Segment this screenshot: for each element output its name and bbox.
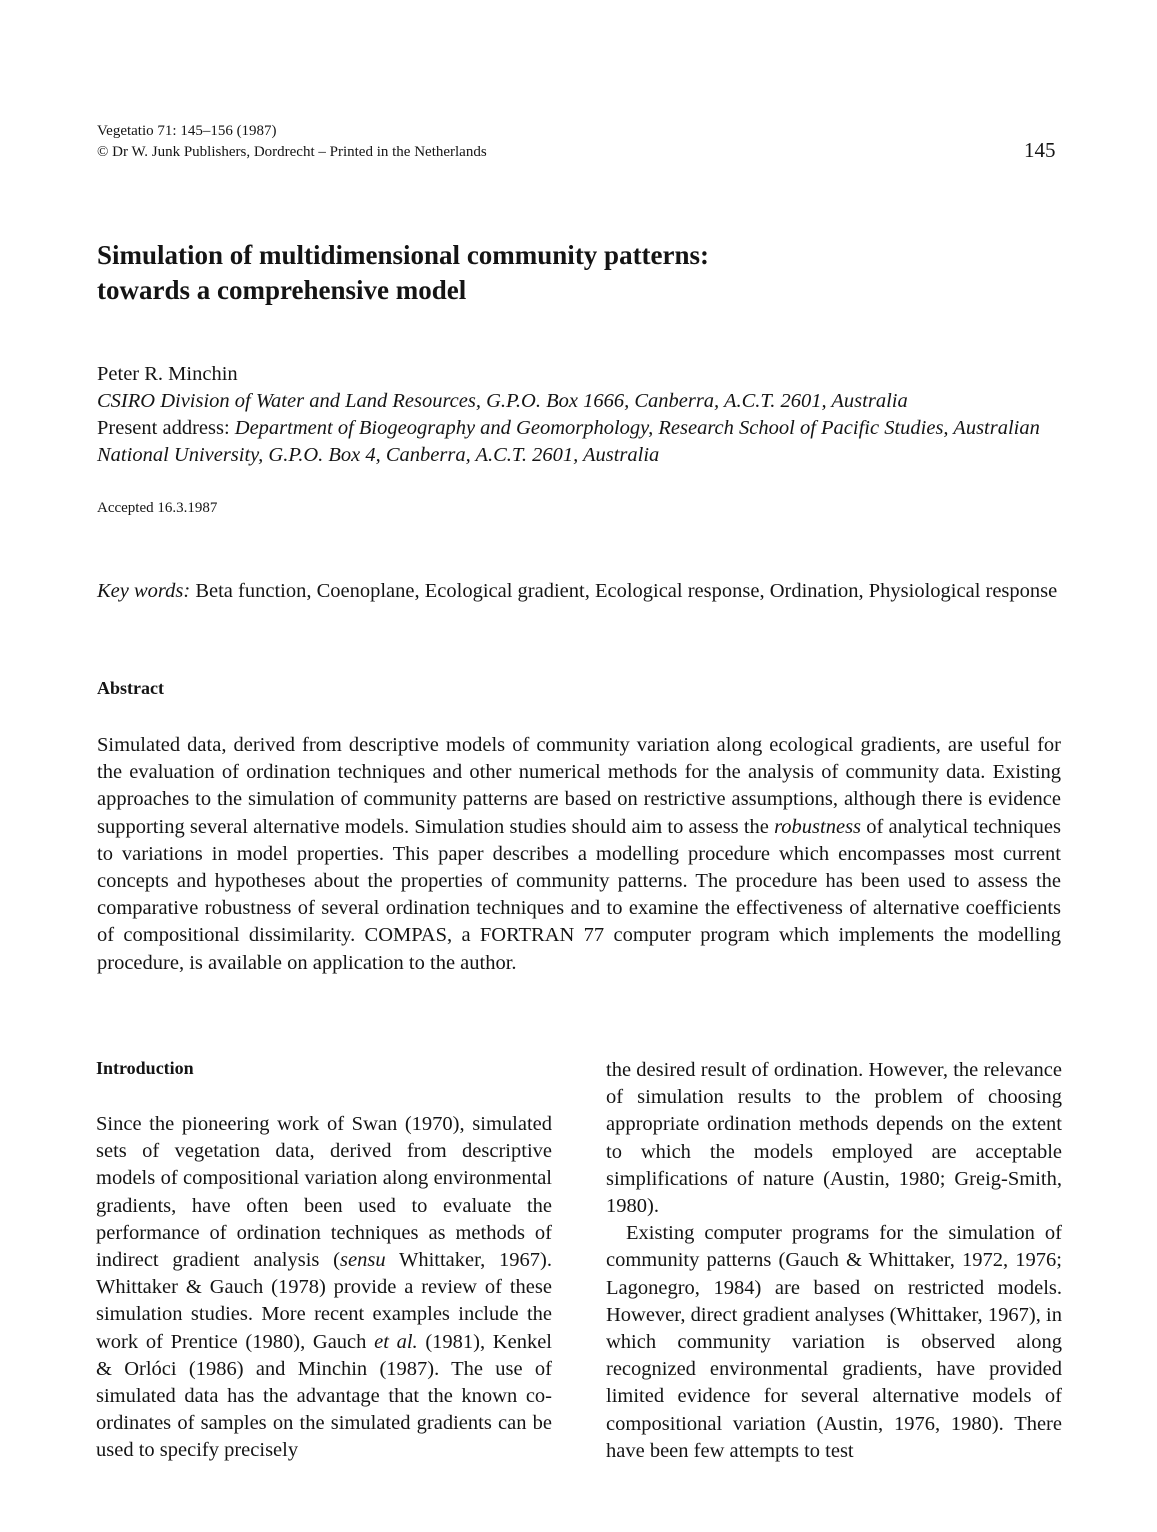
abstract-body: Simulated data, derived from descriptive models of community variation along ecological gradients, are useful for the evaluation of ordination techniques and other numerical methods for the analysis of community data. Existing approaches to the simulation of community patterns are based on restrictive assumptions, although there is evidence supporting several alternative models. Simulation studies should aim to assess the robustness of analytical techniques to variations in model properties. This paper describes a modelling procedure which encompasses most current concepts and hypotheses about the properties of community patterns. The procedure has been used to assess the comparative robustness of several ordination techniques and to examine the effectiveness of alternative coefficients of compositional dissimilarity. COMPAS, a FORTRAN 77 computer program which implements the modelling procedure, is available on application to the author.: [97, 734, 1062, 974]
intro-paragraph-2: Existing computer programs for the simulation of community patterns (Gauch & Whittaker, 1972, 1976; Lagonegro, 1984) are based on restricted models. However, direct gradient analyses (Whittaker, 1967), in which community variation is observed along recognized environmental gradients, have provided limited evidence for several alternative models of compositional variation (Austin, 1976, 1980). There have been few attempts to test: [606, 1222, 1062, 1462]
author-name: Peter R. Minchin: [97, 363, 238, 385]
abstract-heading: Abstract: [97, 678, 164, 698]
accepted-date: Accepted 16.3.1987: [97, 500, 218, 516]
keywords: [97, 578, 1067, 605]
author-block: [97, 361, 1077, 469]
page-number: 145: [1024, 138, 1056, 162]
paper-title: [97, 238, 709, 308]
journal-line-1: Vegetatio 71: 145–156 (1987): [97, 123, 277, 139]
journal-citation: [97, 121, 487, 163]
keywords-text: Beta function, Coenoplane, Ecological gradient, Ecological response, Ordination, Physiological response: [190, 580, 1058, 602]
title-line-1: Simulation of multidimensional community patterns:: [97, 240, 710, 270]
keywords-label: Key words:: [97, 580, 191, 602]
journal-line-2: © Dr W. Junk Publishers, Dordrecht – Printed in the Netherlands: [97, 144, 487, 160]
present-address: Present address: Department of Biogeography and Geomorphology, Research School of Pacific Studies, Australian National University, G.P.O. Box 4, Canberra, A.C.T. 2601, Australia: [97, 417, 1040, 466]
intro-paragraph-1: Since the pioneering work of Swan (1970), simulated sets of vegetation data, derived from descriptive models of compositional variation along environmental gradients, have often been used to evaluate the performance of ordination techniques as methods of indirect gradient analysis (sensu Whittaker, 1967). Whittaker & Gauch (1978) provide a review of these simulation studies. More recent examples include the work of Prentice (1980), Gauch et al. (1981), Kenkel & Orlóci (1986) and Minchin (1987). The use of simulated data has the advantage that the known co-ordinates of samples on the simulated gradients can be used to specify precisely: [96, 1113, 553, 1462]
title-line-2: towards a comprehensive model: [97, 275, 467, 305]
author-affiliation: CSIRO Division of Water and Land Resources, G.P.O. Box 1666, Canberra, A.C.T. 2601, Australia: [97, 390, 908, 412]
left-column: [96, 1111, 552, 1465]
intro-paragraph-continued: the desired result of ordination. However, the relevance of simulation results to the problem of choosing appropriate ordination methods depends on the extent to which the models employed are acceptable simplifications of nature (Austin, 1980; Greig-Smith, 1980).: [606, 1059, 1062, 1218]
introduction-heading: Introduction: [96, 1058, 194, 1078]
right-column: [606, 1057, 1062, 1465]
